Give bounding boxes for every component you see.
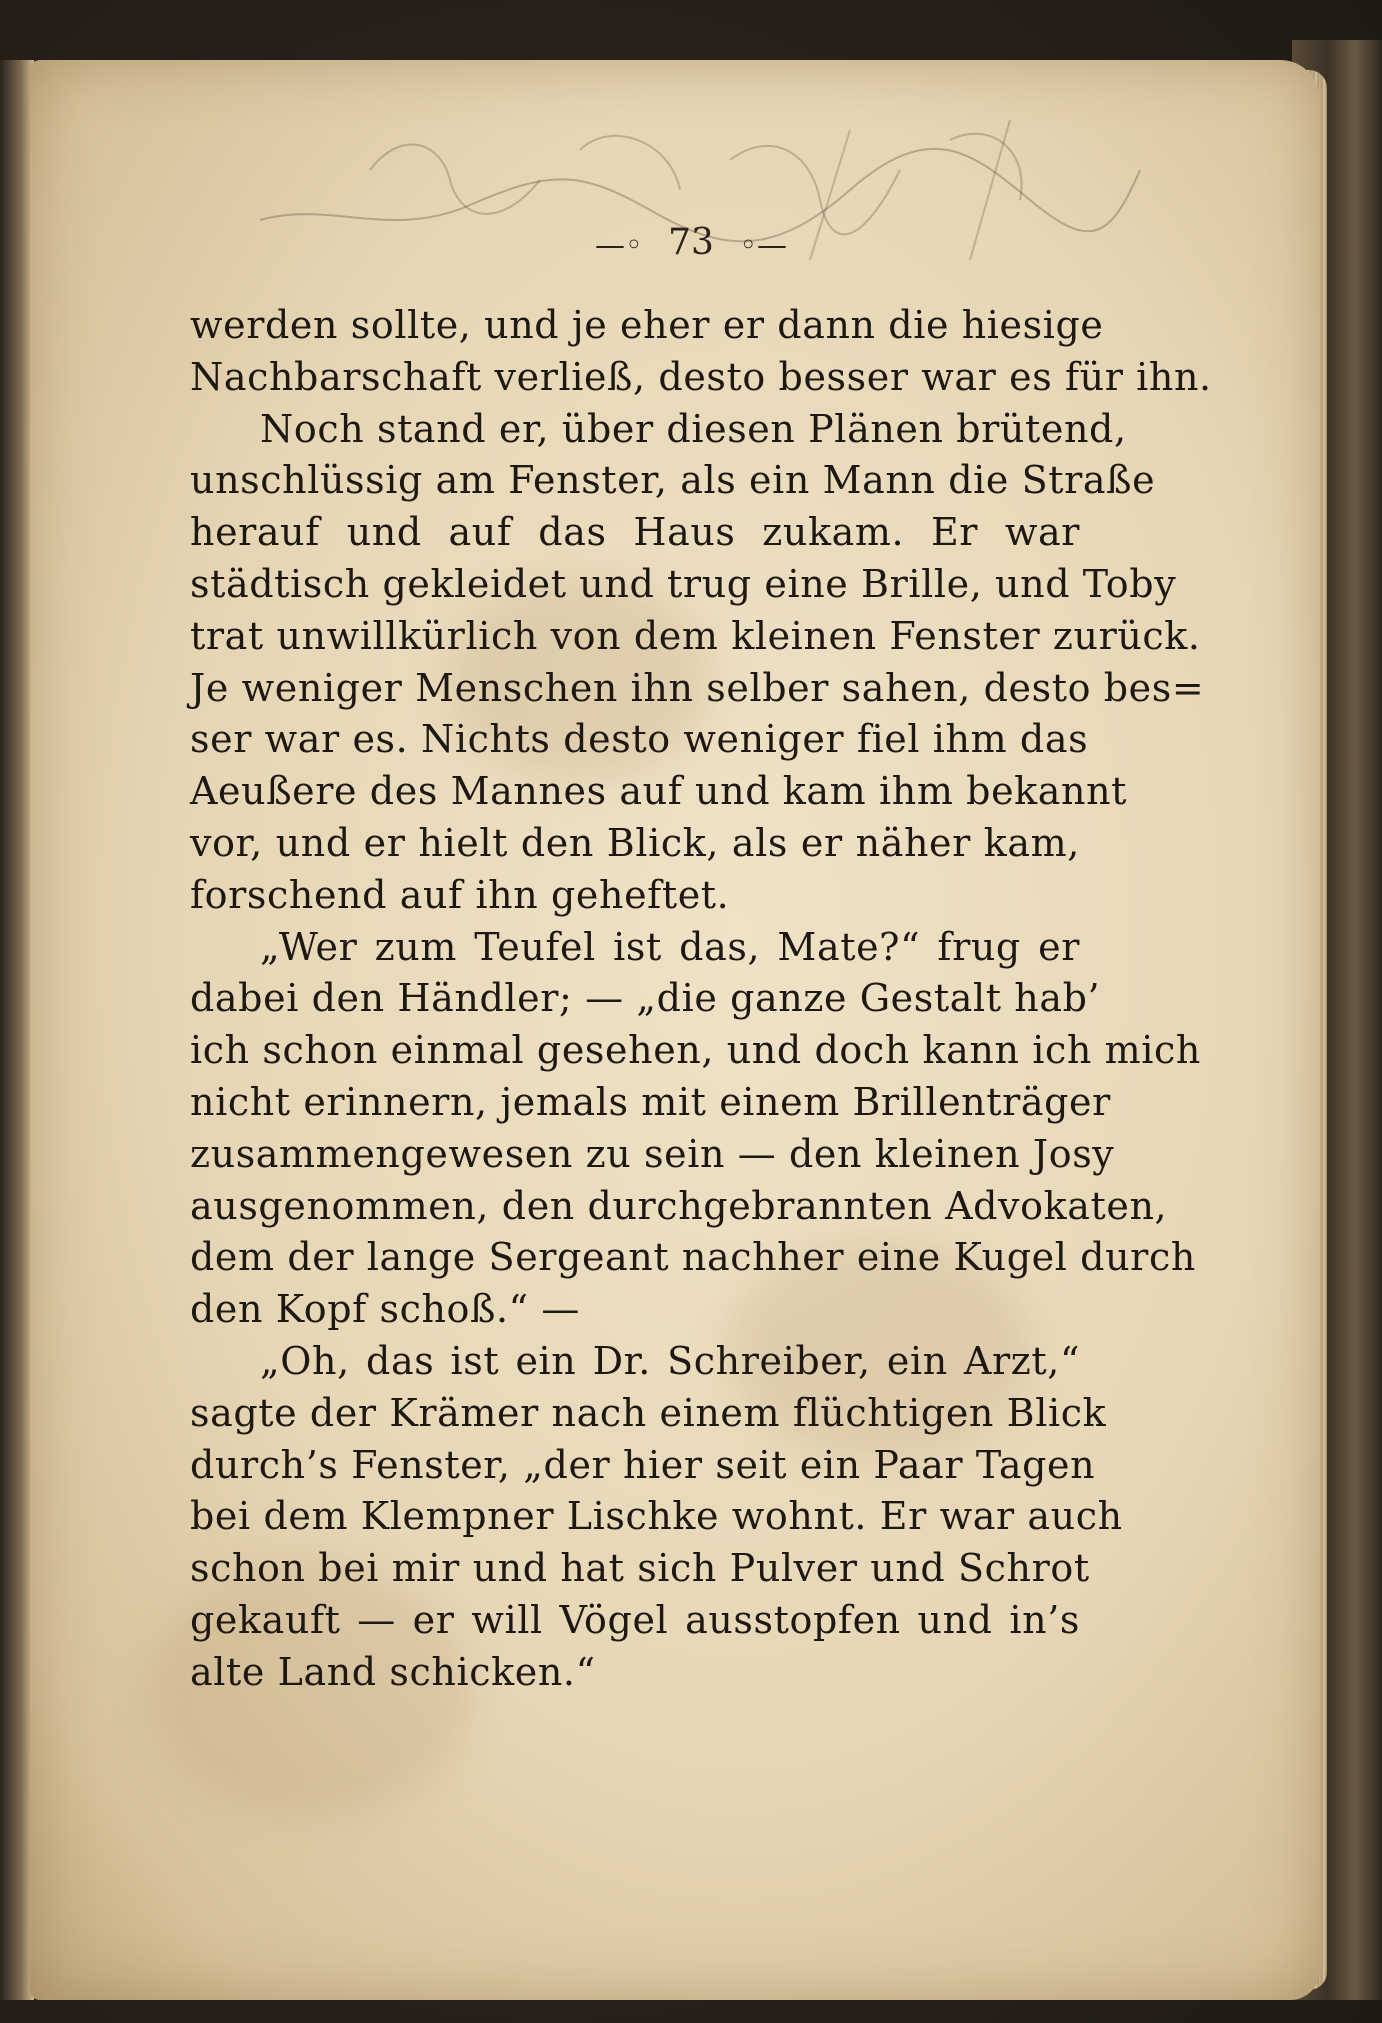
text-line: Noch stand er, über diesen Plänen brütend, — [260, 406, 1127, 451]
text-line: forschend auf ihn geheftet. — [190, 872, 730, 917]
page-number: 73 — [668, 222, 714, 263]
header-ornament-left: —◦ — [594, 227, 643, 263]
text-line: „Oh, das ist ein Dr. Schreiber, ein Arzt,“ — [260, 1338, 1080, 1383]
text-line: unschlüssig am Fenster, als ein Mann die Straße — [190, 458, 1156, 503]
text-line: vor, und er hielt den Blick, als er näher kam, — [190, 820, 1080, 865]
text-line: Aeußere des Mannes auf und kam ihm bekannt — [190, 769, 1128, 814]
binding-gutter — [0, 60, 34, 2000]
text-line: dem der lange Sergeant nachher eine Kugel durch — [190, 1235, 1196, 1280]
page-header — [0, 222, 1382, 263]
text-line: sagte der Krämer nach einem flüchtigen Blick — [190, 1390, 1107, 1435]
text-line: ich schon einmal gesehen, und doch kann ich mich — [190, 1028, 1201, 1073]
text-line: Je weniger Menschen ihn selber sahen, desto bes= — [190, 665, 1205, 710]
body-text — [190, 300, 1212, 1699]
text-line: alte Land schicken.“ — [190, 1649, 596, 1694]
text-line: durch’s Fenster, „der hier seit ein Paar Tagen — [190, 1442, 1096, 1487]
text-line: gekauft — er will Vögel ausstopfen und in’s — [190, 1597, 1080, 1642]
text-line: ausgenommen, den durchgebrannten Advokaten, — [190, 1183, 1168, 1228]
text-line: werden sollte, und je eher er dann die hiesige — [190, 303, 1104, 347]
text-line: den Kopf schoß.“ — — [190, 1287, 580, 1332]
text-line: dabei den Händler; — „die ganze Gestalt hab’ — [190, 976, 1101, 1021]
text-line: trat unwillkürlich von dem kleinen Fenster zurück. — [190, 613, 1201, 658]
text-line: „Wer zum Teufel ist das, Mate?“ frug er — [260, 924, 1080, 969]
text-line: Nachbarschaft verließ, desto besser war es für ihn. — [190, 354, 1212, 399]
text-line: nicht erinnern, jemals mit einem Brillenträger — [190, 1079, 1111, 1124]
header-ornament-right: ◦— — [739, 227, 788, 263]
text-line: städtisch gekleidet und trug eine Brille, und Toby — [190, 561, 1177, 606]
text-line: zusammengewesen zu sein — den kleinen Josy — [190, 1131, 1115, 1176]
text-line: bei dem Klempner Lischke wohnt. Er war auch — [190, 1494, 1123, 1539]
text-line: herauf und auf das Haus zukam. Er war — [190, 510, 1080, 555]
text-line: schon bei mir und hat sich Pulver und Schrot — [190, 1546, 1090, 1591]
text-line: ser war es. Nichts desto weniger fiel ihm das — [190, 717, 1089, 762]
